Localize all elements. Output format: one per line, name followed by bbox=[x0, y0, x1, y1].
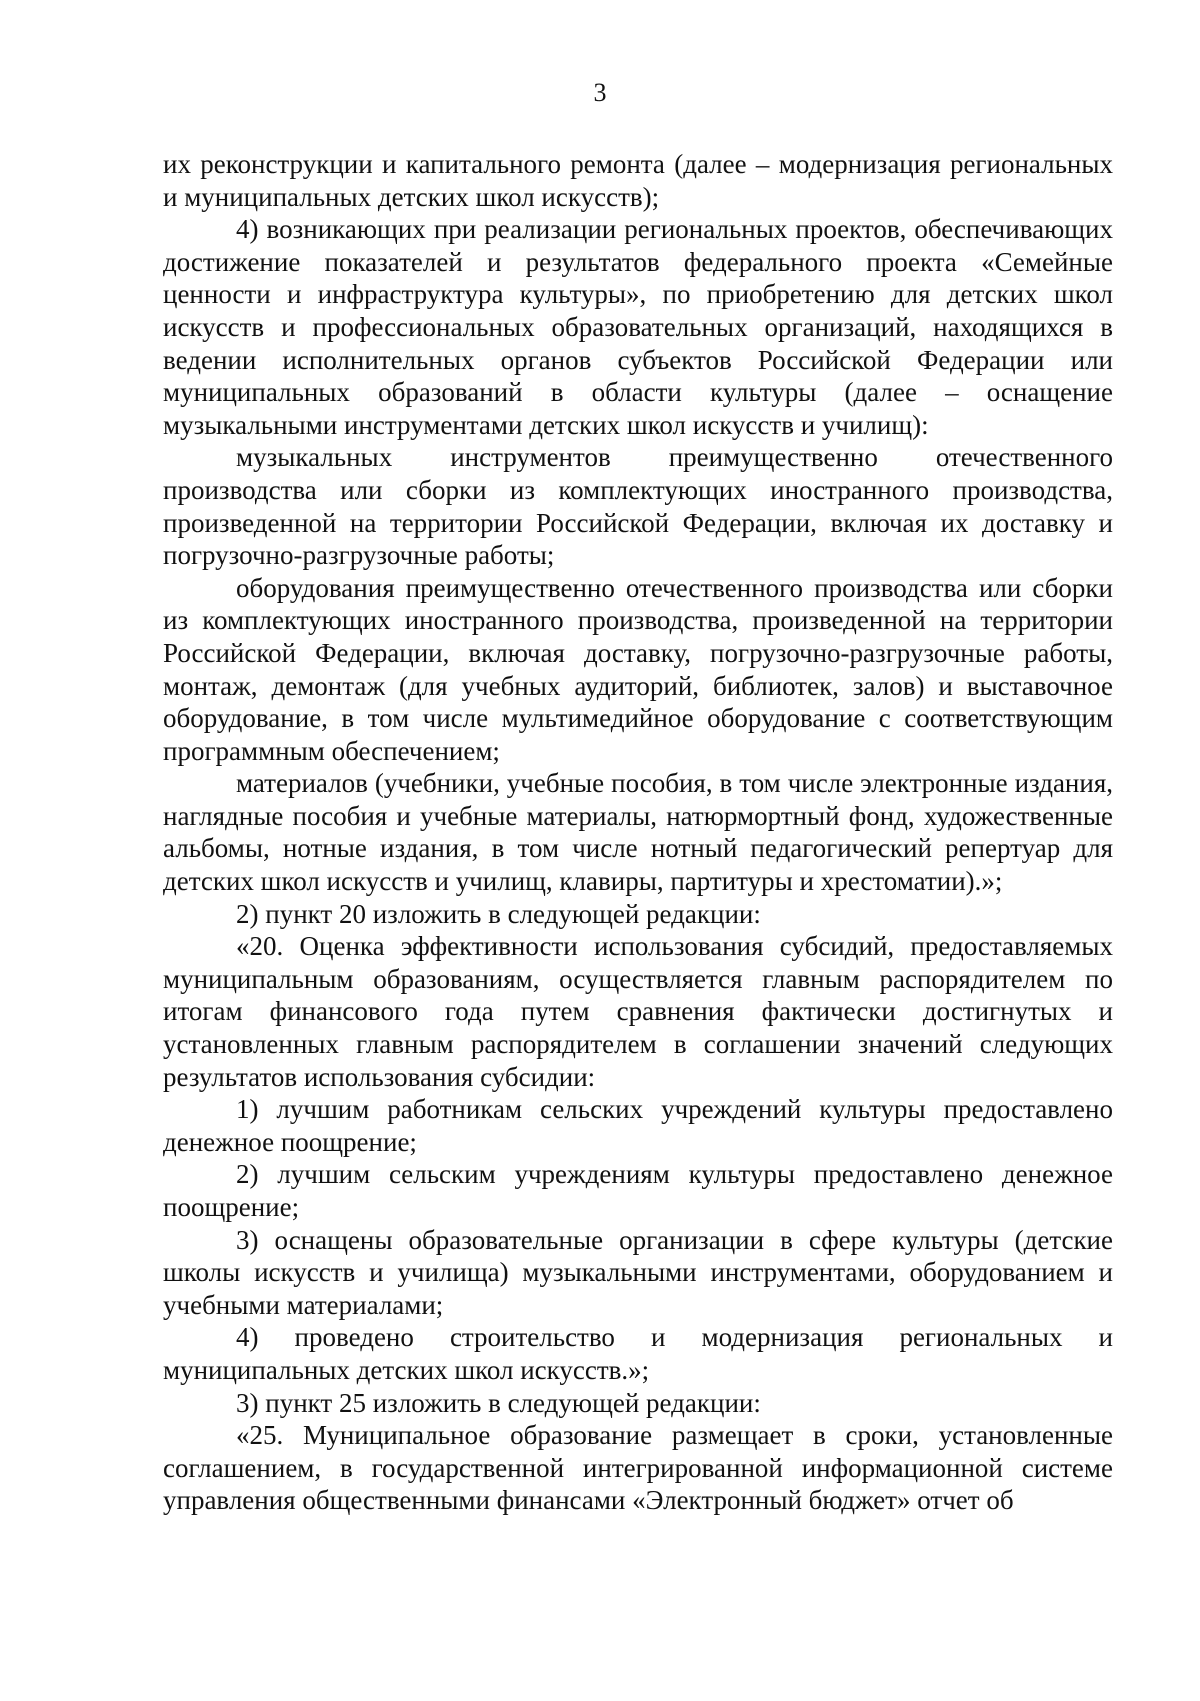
paragraph: 2) лучшим сельским учреждениям культуры предоставлено денежное поощрение; bbox=[163, 1159, 1113, 1222]
paragraph: 3) пункт 25 изложить в следующей редакции: bbox=[236, 1387, 761, 1418]
document-body bbox=[163, 148, 1113, 1517]
paragraph: оборудования преимущественно отечественного производства или сборки из комплектующих иностранного производства, произведенной на территории Российской Федерации, включая доставку, погрузочно-разгрузочные работы, монтаж, демонтаж (для учебных аудиторий, библиотек, залов) и выставочное оборудование, в том числе мультимедийное оборудование с соответствующим программным обеспечением; bbox=[163, 572, 1113, 766]
paragraph: «25. Муниципальное образование размещает в сроки, установленные соглашением, в государственной интегрированной информационной системе управления общественными финансами «Электронный бюджет» отчет об bbox=[163, 1420, 1113, 1516]
paragraph: «20. Оценка эффективности использования субсидий, предоставляемых муниципальным образованиям, осуществляется главным распорядителем по итогам финансового года путем сравнения фактически достигнутых и установленных главным распорядителем в соглашении значений следующих результатов использования субсидии: bbox=[163, 931, 1113, 1092]
paragraph: их реконструкции и капитального ремонта (далее – модернизация региональных и муниципальных детских школ искусств); bbox=[163, 149, 1113, 212]
paragraph: 4) возникающих при реализации региональных проектов, обеспечивающих достижение показателей и результатов федерального проекта «Семейные ценности и инфраструктура культуры», по приобретению для детских школ искусств и профессиональных образовательных организаций, находящихся в ведении исполнительных органов субъектов Российской Федерации или муниципальных образований в области культуры (далее – оснащение музыкальными инструментами детских школ искусств и училищ): bbox=[163, 214, 1113, 440]
paragraph: материалов (учебники, учебные пособия, в том числе электронные издания, наглядные пособия и учебные материалы, натюрмортный фонд, художественные альбомы, нотные издания, в том числе нотный педагогический репертуар для детских школ искусств и училищ, клавиры, партитуры и хрестоматии).»; bbox=[163, 768, 1113, 897]
paragraph: 1) лучшим работникам сельских учреждений культуры предоставлено денежное поощрение; bbox=[163, 1094, 1113, 1157]
page-number: 3 bbox=[593, 78, 607, 107]
paragraph: 3) оснащены образовательные организации в сфере культуры (детские школы искусств и училища) музыкальными инструментами, оборудованием и учебными материалами; bbox=[163, 1224, 1113, 1320]
paragraph: 2) пункт 20 изложить в следующей редакции: bbox=[236, 898, 761, 929]
paragraph: музыкальных инструментов преимущественно отечественного производства или сборки из комплектующих иностранного производства, произведенной на территории Российской Федерации, включая их доставку и погрузочно-разгрузочные работы; bbox=[163, 442, 1113, 571]
paragraph: 4) проведено строительство и модернизация региональных и муниципальных детских школ искусств.»; bbox=[163, 1322, 1113, 1385]
